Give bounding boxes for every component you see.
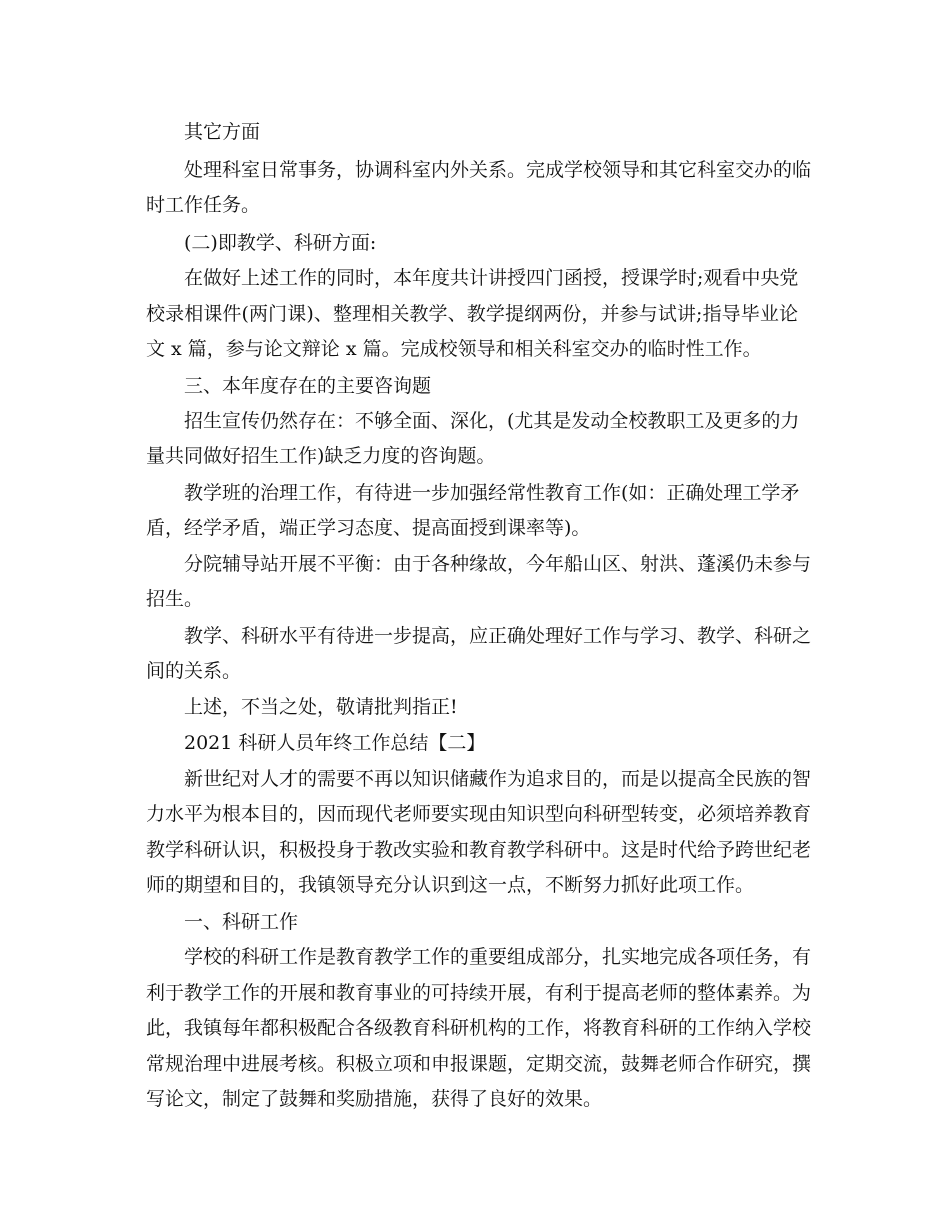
heading-main-problems: 三、本年度存在的主要咨询题 [184,375,432,397]
paragraph-line: 学校的科研工作是教育教学工作的重要组成部分，扎实地完成各项任务，有 [184,946,812,968]
heading-teaching-research: (二)即教学、科研方面: [184,232,377,254]
paragraph-line: 此，我镇每年都积极配合各级教育科研机构的工作，将教育科研的工作纳入学校 [146,1017,812,1039]
section-title-part-two: 2021 科研人员年终工作总结【二】 [184,732,486,754]
paragraph-line: 常规治理中进展考核。积极立项和申报课题，定期交流，鼓舞老师合作研究，撰 [146,1053,812,1075]
paragraph-line: 新世纪对人才的需要不再以知识储藏作为追求目的，而是以提高全民族的智 [184,768,812,790]
paragraph-line: 教学、科研水平有待进一步提高，应正确处理好工作与学习、教学、科研之 [184,625,812,647]
paragraph-line: 教学科研认识，积极投身于教改实验和教育教学科研中。这是时代给予跨世纪老 [146,839,812,861]
paragraph-line: 分院辅导站开展不平衡：由于各种缘故，今年船山区、射洪、蓬溪仍未参与 [184,553,812,575]
paragraph-line: 写论文，制定了鼓舞和奖励措施，获得了良好的效果。 [146,1088,603,1110]
paragraph-line: 间的关系。 [146,660,242,682]
paragraph-line: 力水平为根本目的，因而现代老师要实现由知识型向科研型转变，必须培养教育 [146,803,812,825]
paragraph-line: 教学班的治理工作，有待进一步加强经常性教育工作(如：正确处理工学矛 [184,482,800,504]
heading-other-aspects: 其它方面 [184,121,261,143]
paragraph-line: 利于教学工作的开展和教育事业的可持续开展，有利于提高老师的整体素养。为 [146,982,812,1004]
heading-research-work: 一、科研工作 [184,911,299,933]
paragraph-line: 师的期望和目的，我镇领导充分认识到这一点，不断努力抓好此项工作。 [146,874,755,896]
paragraph-line: 量共同做好招生工作)缺乏力度的咨询题。 [146,445,496,467]
paragraph-line: 上述，不当之处，敬请批判指正! [184,696,458,718]
paragraph-line: 校录相课件(两门课)、整理相关教学、教学提纲两份，并参与试讲;指导毕业论 [146,303,798,325]
paragraph-line: 盾，经学矛盾，端正学习态度、提高面授到课率等)。 [146,517,591,539]
paragraph-line: 在做好上述工作的同时，本年度共计讲授四门函授，授课学时;观看中央党 [184,267,799,289]
paragraph-line: 招生宣传仍然存在：不够全面、深化，(尤其是发动全校教职工及更多的力 [184,410,800,432]
paragraph-line: 招生。 [146,588,204,610]
paragraph-line: 时工作任务。 [146,194,261,216]
paragraph-line: 处理科室日常事务，协调科室内外关系。完成学校领导和其它科室交办的临 [184,159,812,181]
paragraph-line: 文 x 篇，参与论文辩论 x 篇。完成校领导和相关科室交办的临时性工作。 [146,338,762,360]
